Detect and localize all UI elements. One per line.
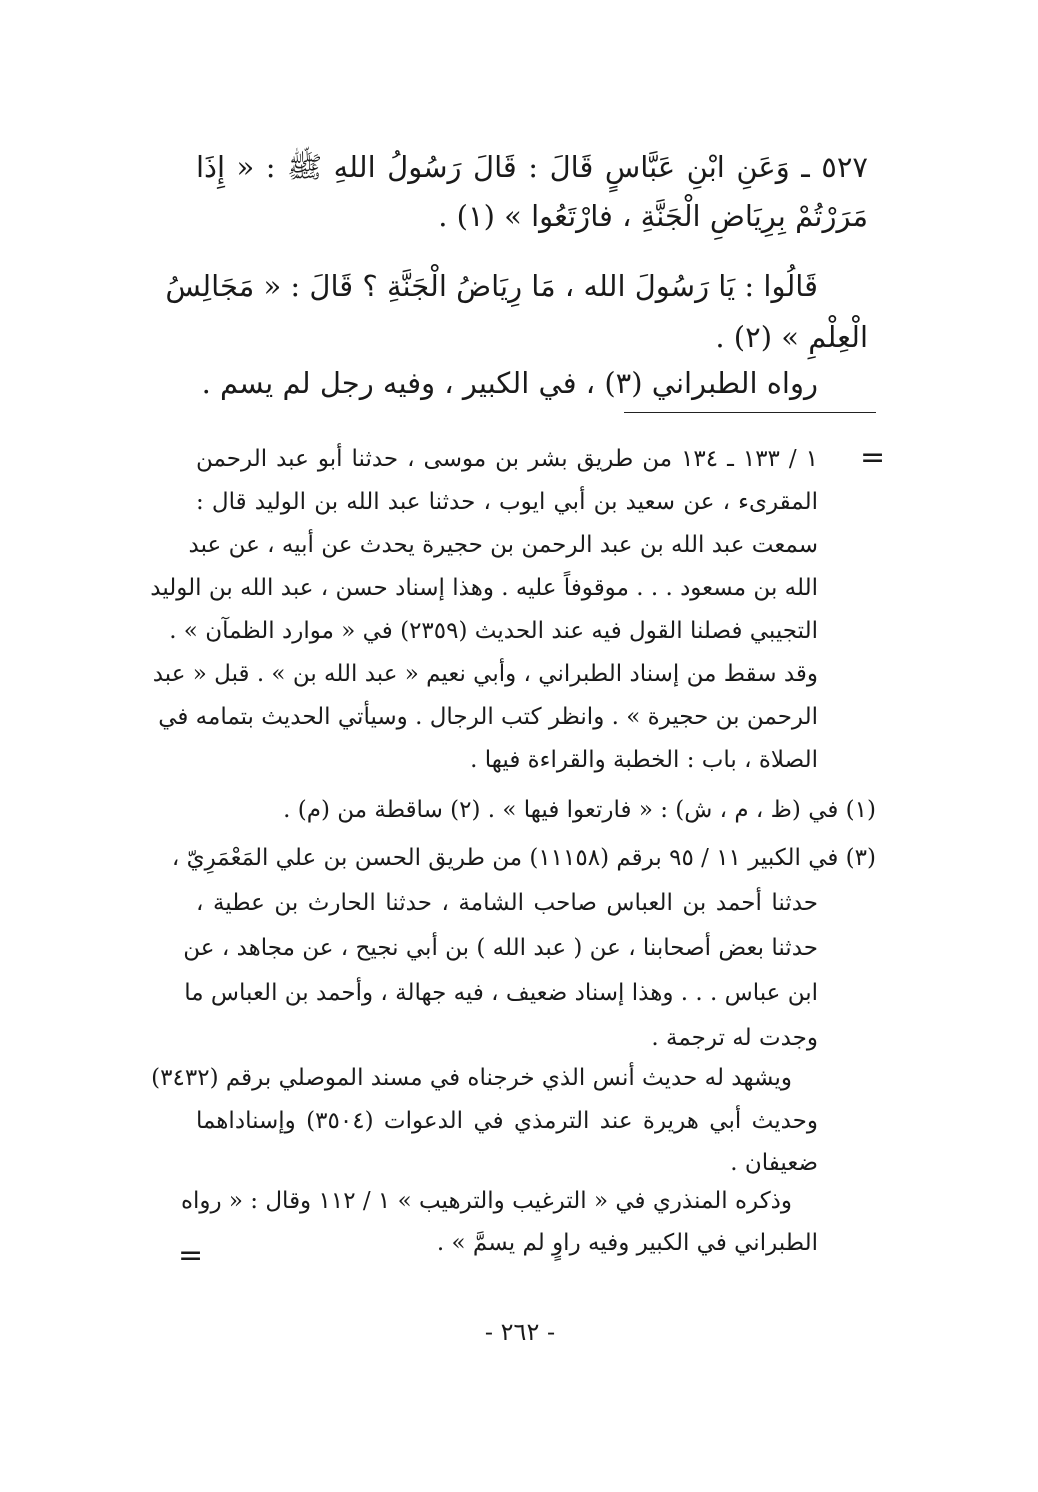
footnote-line: ضعيفان . xyxy=(730,1150,818,1176)
footnote-line: الطبراني في الكبير وفيه راوٍ لم يسمَّ » . xyxy=(436,1230,818,1256)
continuation-mark-top: = xyxy=(860,440,886,475)
footnote-1-2: (١) في (ظ ، م ، ش) : « فارتعوا فيها » . (٢) ساقطة من (م) . xyxy=(283,797,876,823)
footnote-line: ابن عباس . . . وهذا إسناد ضعيف ، فيه جهالة ، وأحمد بن العباس ما xyxy=(184,980,818,1006)
footnote-line: (٣) في الكبير ١١ / ٩٥ برقم (١١١٥٨) من طريق الحسن بن علي المَعْمَرِيّ ، xyxy=(171,845,876,871)
continuation-mark-bottom: = xyxy=(178,1238,204,1273)
hadith-line-4: الْعِلْمِ » (٢) . xyxy=(715,320,868,354)
footnote-line: وحديث أبي هريرة عند الترمذي في الدعوات (٣٥٠٤) وإسناداهما xyxy=(196,1108,818,1134)
page-number: - ٢٦٢ - xyxy=(484,1318,556,1346)
footnote-line: وجدت له ترجمة . xyxy=(651,1025,818,1051)
footnote-line: الله بن مسعود . . . موقوفاً عليه . وهذا إسناد حسن ، عبد الله بن الوليد xyxy=(150,575,818,601)
footnote-line: الصلاة ، باب : الخطبة والقراءة فيها . xyxy=(470,747,818,773)
hadith-line-1: ٥٢٧ ـ وَعَنِ ابْنِ عَبَّاسٍ قَالَ : قَالَ رَسُولُ اللهِ ﷺ : « إِذَا xyxy=(196,150,868,184)
footnote-separator xyxy=(624,412,876,413)
footnote-line: وذكره المنذري في « الترغيب والترهيب » ١ / ١١٢ وقال : « رواه xyxy=(180,1188,792,1214)
footnote-line: الرحمن بن حجيرة » . وانظر كتب الرجال . وسيأتي الحديث بتمامه في xyxy=(158,704,818,730)
footnote-line: ويشهد له حديث أنس الذي خرجناه في مسند الموصلي برقم (٣٤٣٢) xyxy=(151,1065,792,1091)
footnote-line: المقرىء ، عن سعيد بن أبي ايوب ، حدثنا عبد الله بن الوليد قال : xyxy=(196,489,818,515)
footnote-line: التجيبي فصلنا القول فيه عند الحديث (٢٣٥٩) في « موارد الظمآن » . xyxy=(169,618,818,644)
source-line: رواه الطبراني (٣) ، في الكبير ، وفيه رجل لم يسم . xyxy=(201,366,818,400)
footnote-line: حدثنا بعض أصحابنا ، عن ( عبد الله ) بن أبي نجيح ، عن مجاهد ، عن xyxy=(183,935,818,961)
footnote-line: سمعت عبد الله بن عبد الرحمن بن حجيرة يحدث عن أبيه ، عن عبد xyxy=(188,532,818,558)
footnote-line: ١ / ١٣٣ ـ ١٣٤ من طريق بشر بن موسى ، حدثنا أبو عبد الرحمن xyxy=(196,446,818,472)
hadith-line-2: مَرَرْتُمْ بِرِيَاضِ الْجَنَّةِ ، فارْتَعُوا » (١) . xyxy=(438,199,868,233)
footnote-line: حدثنا أحمد بن العباس صاحب الشامة ، حدثنا الحارث بن عطية ، xyxy=(196,890,818,916)
hadith-line-3: قَالُوا : يَا رَسُولَ الله ، مَا رِيَاضُ الْجَنَّةِ ؟ قَالَ : « مَجَالِسُ xyxy=(165,269,818,303)
footnote-line: وقد سقط من إسناد الطبراني ، وأبي نعيم « عبد الله بن » . قبل « عبد xyxy=(152,661,818,687)
